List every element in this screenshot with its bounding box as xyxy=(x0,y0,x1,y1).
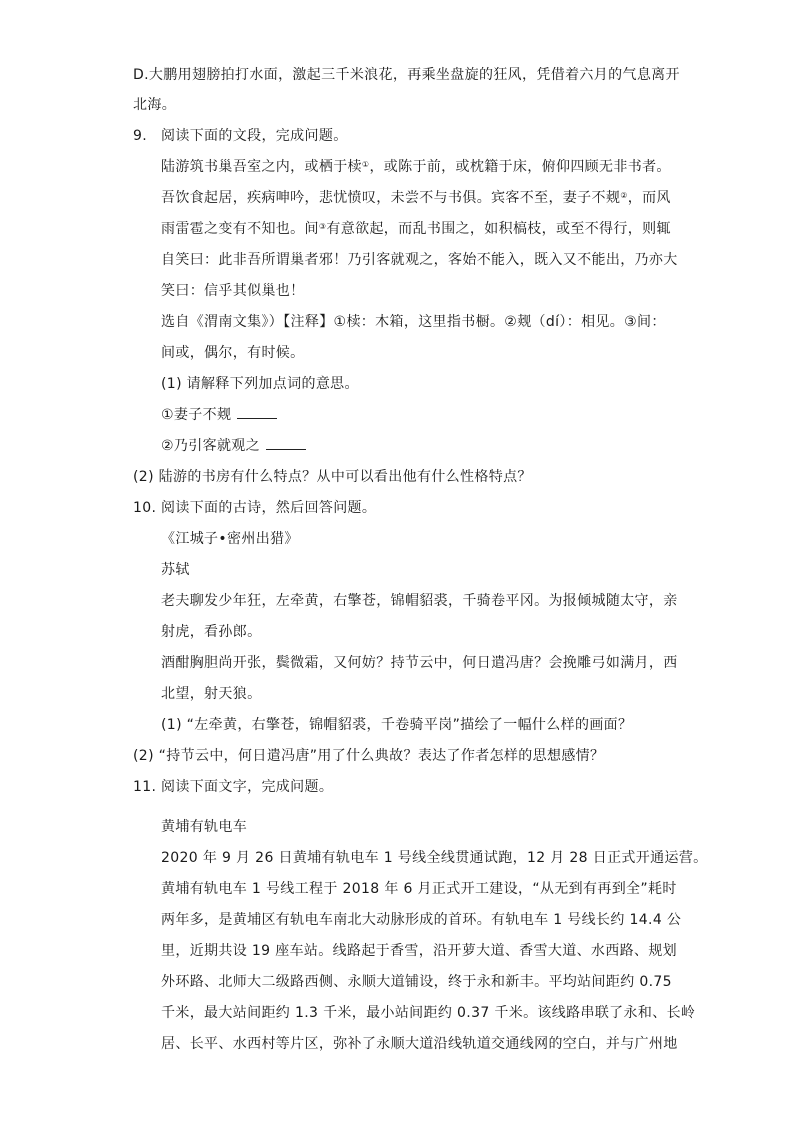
footnote-mark-3: ③ xyxy=(318,222,327,231)
q10-header xyxy=(133,499,376,517)
q9-note-line2: 间或，偶尔，有时候。 xyxy=(161,345,305,361)
question-number: 10. xyxy=(133,500,157,516)
q9-subquestion-2: (2) 陆游的书房有什么特点？从中可以看出他有什么性格特点？ xyxy=(133,469,532,485)
q11-article-line1: 2020 年 9 月 26 日黄埔有轨电车 1 号线全线贯通试跑，12 月 28 日正式开通运营。 xyxy=(161,850,708,866)
q8-option-d-line2: 北海。 xyxy=(133,97,177,113)
q10-subquestion-2: (2) “持节云中，何日遣冯唐”用了什么典故？表达了作者怎样的思想感情？ xyxy=(133,748,605,764)
footnote-mark-2: ② xyxy=(620,191,628,200)
question-intro: 阅读下面的古诗，然后回答问题。 xyxy=(161,500,377,516)
q9-note-line1: 选自《渭南文集》）【注释】①椟：木箱，这里指书橱。②觌（dí）：相见。③间： xyxy=(161,314,666,330)
q10-poem-author: 苏轼 xyxy=(161,562,190,578)
q9-subquestion-1: (1) 请解释下列加点词的意思。 xyxy=(161,376,359,392)
q10-poem-line4: 北望，射天狼。 xyxy=(161,686,262,702)
question-intro: 阅读下面文字，完成问题。 xyxy=(161,779,334,795)
q10-poem-line3: 酒酣胸胆尚开张，鬓微霜，又何妨？持节云中，何日遣冯唐？会挽雕弓如满月，西 xyxy=(161,655,678,671)
q11-article-line3: 两年多，是黄埔区有轨电车南北大动脉形成的首环。有轨电车 1 号线长约 14.4 公 xyxy=(161,912,682,928)
q9-item-2: ②乃引客就观之 xyxy=(161,437,306,455)
q11-header xyxy=(133,778,333,796)
q10-poem-line1: 老夫聊发少年狂，左牵黄，右擎苍，锦帽貂裘，千骑卷平冈。为报倾城随太守，亲 xyxy=(161,593,678,609)
q9-header xyxy=(133,127,348,145)
q11-article-title: 黄埔有轨电车 xyxy=(161,819,248,835)
question-intro: 阅读下面的文段，完成问题。 xyxy=(161,128,348,144)
answer-blank[interactable] xyxy=(266,437,306,450)
q10-poem-line2: 射虎，看孙郎。 xyxy=(161,624,262,640)
q11-article-line7: 居、长平、水西村等片区，弥补了永顺大道沿线轨道交通线网的空白，并与广州地 xyxy=(161,1036,678,1052)
q9-passage-line4: 自笑曰：此非吾所谓巢者邪！乃引客就观之，客始不能入，既入又不能出，乃亦大 xyxy=(161,252,678,268)
q10-subquestion-1: (1) “左牵黄，右擎苍，锦帽貂裘，千卷骑平岗”描绘了一幅什么样的画面？ xyxy=(161,717,633,733)
q11-article-line6: 千米，最大站间距约 1.3 千米，最小站间距约 0.37 千米。该线路串联了永和、长岭 xyxy=(161,1005,696,1021)
q9-item-1: ①妻子不觌 xyxy=(161,406,277,424)
q9-passage-line5: 笑曰：信乎其似巢也！ xyxy=(161,283,305,299)
q8-option-d-line1: D.大鹏用翅膀拍打水面，激起三千米浪花，再乘坐盘旋的狂风，凭借着六月的气息离开 xyxy=(133,67,680,83)
q9-passage-line1: 陆游筑书巢吾室之内，或栖于椟①，或陈于前，或枕籍于床，俯仰四顾无非书者。 xyxy=(161,159,671,175)
q11-article-line5: 外环路、北师大二级路西侧、永顺大道铺设，终于永和新丰。平均站间距约 0.75 xyxy=(161,974,672,990)
q11-article-line2: 黄埔有轨电车 1 号线工程于 2018 年 6 月正式开工建设，“从无到有再到全”耗时 xyxy=(161,881,677,897)
q9-passage-line2: 吾饮食起居，疾病呻吟，悲忧愤叹，未尝不与书俱。宾客不至，妻子不觌②，而风 xyxy=(161,190,671,206)
question-number: 11. xyxy=(133,779,157,795)
question-number: 9. xyxy=(133,128,148,144)
q9-passage-line3: 雨雷雹之变有不知也。间③有意欲起，而乱书围之，如积槁枝，或至不得行，则辄 xyxy=(161,221,671,237)
q10-poem-title: 《江城子•密州出猎》 xyxy=(161,531,299,547)
footnote-mark-1: ① xyxy=(361,160,370,169)
answer-blank[interactable] xyxy=(237,406,277,419)
q11-article-line4: 里，近期共设 19 座车站。线路起于香雪，沿开萝大道、香雪大道、水西路、规划 xyxy=(161,943,678,959)
